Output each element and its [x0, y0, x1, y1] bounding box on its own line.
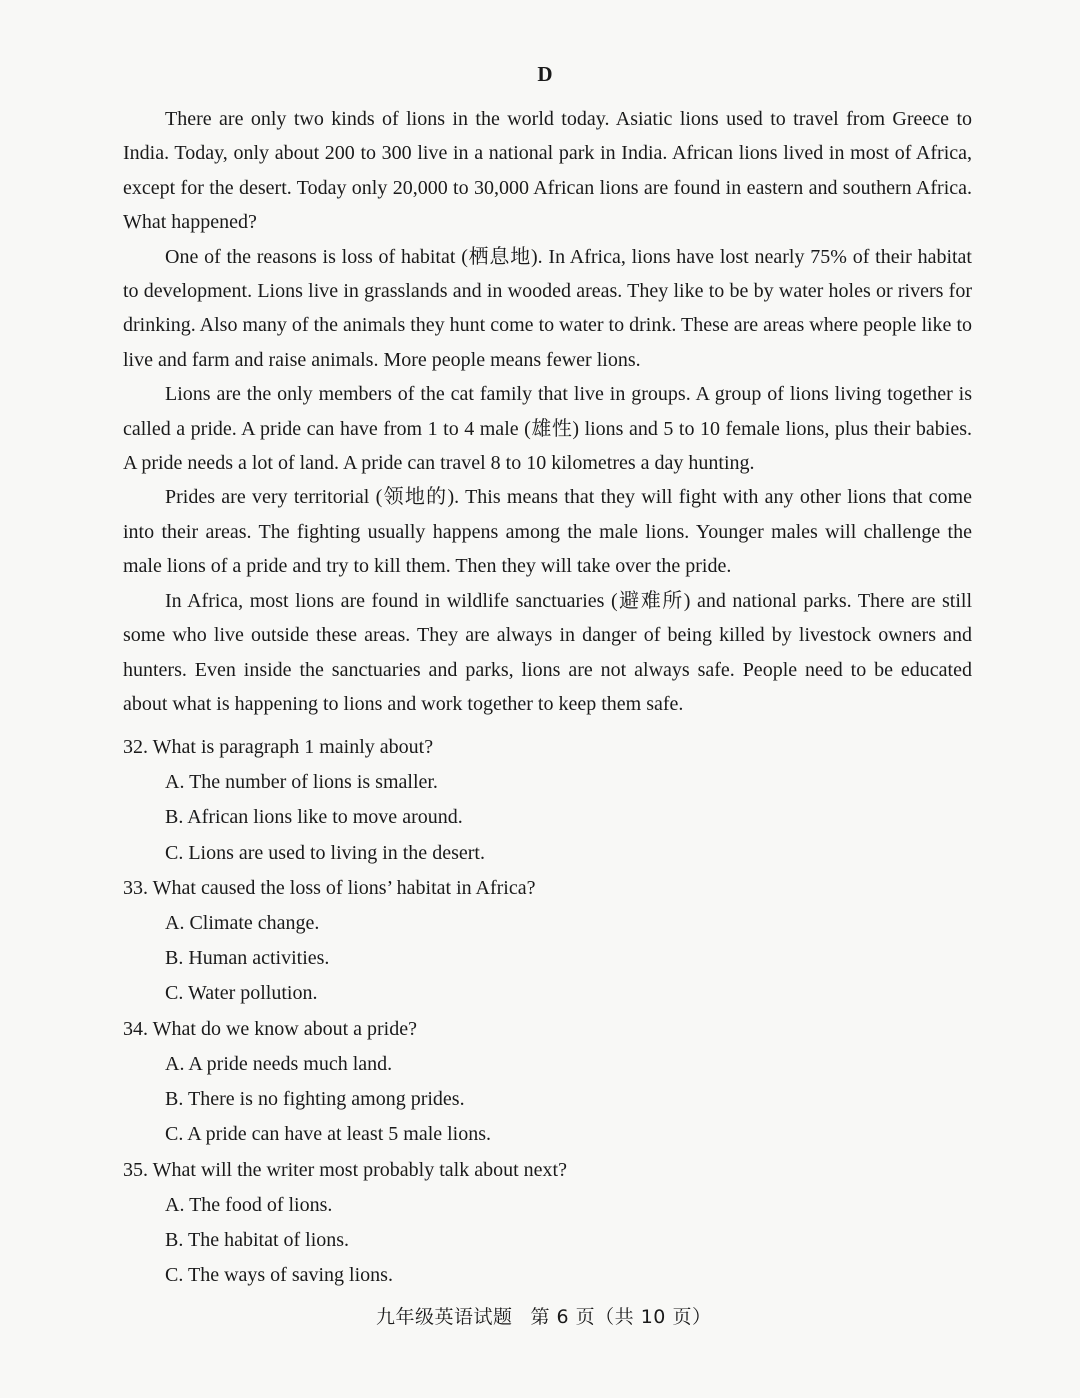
question-stem: 33. What caused the loss of lions’ habitat in Africa?: [123, 876, 536, 899]
answer-option: B. Human activities.: [165, 947, 330, 970]
answer-option: A. The food of lions.: [165, 1193, 333, 1216]
passage-paragraph: Lions are the only members of the cat family that live in groups. A group of lions living together is called a pride. A pride can have from 1 to 4 male (雄性) lions and 5 to 10 female lions, plus their babies. A pride needs a lot of land. A pride can travel 8 to 10 kilometres a day hunting.: [123, 383, 972, 475]
passage-paragraph: In Africa, most lions are found in wildlife sanctuaries (避难所) and national parks. There are still some who live outside these areas. They are always in danger of being killed by livestock owners and hunters. Even inside the sanctuaries and parks, lions are not always safe. People need to be educated about what is happening to lions and work together to keep them safe.: [123, 589, 972, 715]
answer-option: A. Climate change.: [165, 911, 320, 934]
page-number: 第 6 页（共 10 页）: [530, 1306, 712, 1328]
exam-title: 九年级英语试题: [376, 1306, 513, 1328]
passage-paragraph: One of the reasons is loss of habitat (栖息地). In Africa, lions have lost nearly 75% of their habitat to development. Lions live in grasslands and in wooded areas. They like to be by water holes or rivers for drinking. Also many of the animals they hunt come to water to drink. These are areas where people like to live and farm and raise animals. More people means fewer lions.: [123, 245, 972, 371]
question-stem: 34. What do we know about a pride?: [123, 1017, 417, 1040]
reading-passage: [123, 102, 972, 721]
question-list: [123, 730, 972, 1294]
answer-option: C. A pride can have at least 5 male lions.: [165, 1123, 492, 1146]
page-footer: [376, 1302, 711, 1329]
answer-option: C. Lions are used to living in the desert.: [165, 841, 485, 864]
question-stem: 32. What is paragraph 1 mainly about?: [123, 736, 434, 758]
question-32: [123, 730, 972, 871]
answer-option: B. There is no fighting among prides.: [165, 1088, 465, 1111]
question-35: [123, 1153, 972, 1294]
question-33: [123, 871, 972, 1012]
question-stem: 35. What will the writer most probably talk about next?: [123, 1158, 567, 1181]
answer-option: B. African lions like to move around.: [165, 806, 463, 829]
section-letter: D: [537, 62, 553, 86]
passage-paragraph: There are only two kinds of lions in the world today. Asiatic lions used to travel from Greece to India. Today, only about 200 to 300 live in a national park in India. African lions lived in most of Africa, except for the desert. Today only 20,000 to 30,000 African lions are found in eastern and southern Africa. What happened?: [123, 108, 972, 234]
passage-paragraph: Prides are very territorial (领地的). This means that they will fight with any other lions that come into their areas. The fighting usually happens among the male lions. Younger males will challenge the male lions of a pride and try to kill them. Then they will take over the pride.: [123, 486, 972, 578]
answer-option: C. The ways of saving lions.: [165, 1264, 393, 1287]
answer-option: C. Water pollution.: [165, 982, 318, 1005]
answer-option: A. The number of lions is smaller.: [165, 771, 438, 793]
question-34: [123, 1012, 972, 1153]
answer-option: A. A pride needs much land.: [165, 1052, 393, 1075]
answer-option: B. The habitat of lions.: [165, 1228, 350, 1251]
